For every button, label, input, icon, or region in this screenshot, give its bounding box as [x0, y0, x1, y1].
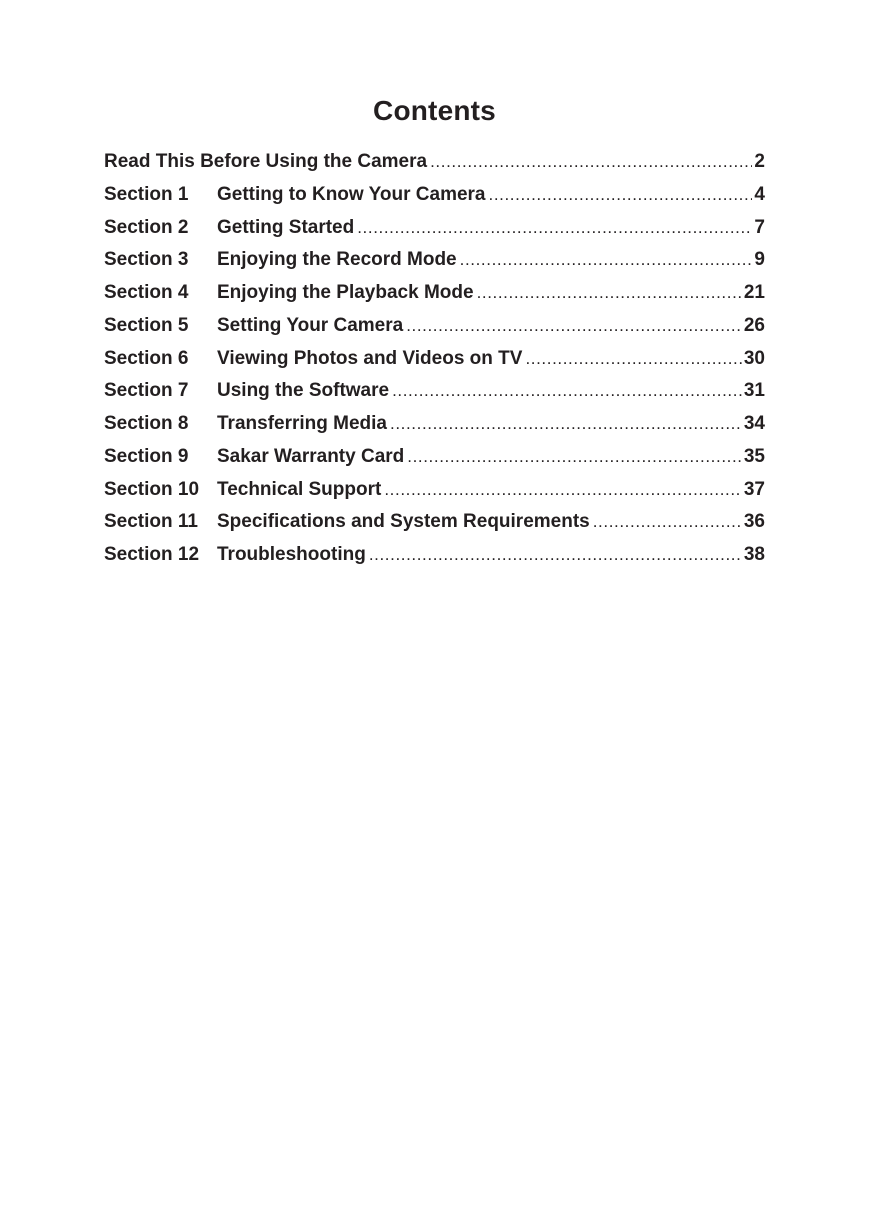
toc-section-number: Section 9	[104, 445, 189, 467]
toc-entry-section-9[interactable]	[104, 441, 765, 474]
toc-entry-section-6[interactable]	[104, 343, 765, 376]
toc-page-number: 2	[754, 151, 765, 172]
toc-dot-leader	[430, 146, 752, 179]
toc-dot-leader	[369, 539, 742, 572]
toc-page-number: 30	[743, 347, 765, 369]
toc-section-number: Section 11	[104, 511, 198, 533]
toc-section-number: Section 5	[104, 314, 189, 336]
toc-entry-title: Setting Your Camera	[217, 314, 404, 336]
toc-dot-leader	[384, 474, 742, 507]
toc-section-number: Section 12	[104, 544, 200, 565]
toc-page-number: 4	[754, 183, 765, 205]
toc-section-number: Section 4	[104, 282, 189, 303]
toc-entry-title: Sakar Warranty Card	[217, 445, 405, 467]
toc-section-number: Section 10	[104, 478, 200, 500]
toc-entry-title: Viewing Photos and Videos on TV	[217, 347, 523, 369]
toc-entry-section-8[interactable]	[104, 408, 765, 441]
toc-entry-title: Enjoying the Record Mode	[217, 249, 457, 271]
page-title: Contents	[373, 94, 496, 126]
toc-dot-leader	[489, 179, 753, 212]
toc-entry-title: Getting to Know Your Camera	[217, 183, 486, 205]
toc-page-number: 38	[743, 544, 765, 565]
toc-section-number: Section 3	[104, 249, 189, 271]
toc-entry-title: Using the Software	[217, 380, 390, 402]
toc-entry-title: Technical Support	[217, 478, 382, 500]
toc-entry-read-this-before[interactable]	[104, 146, 765, 179]
toc-section-number: Section 1	[104, 183, 189, 205]
toc-dot-leader	[406, 310, 742, 343]
toc-entry-title: Specifications and System Requirements	[217, 511, 590, 533]
toc-page-number: 31	[743, 380, 765, 402]
toc-entry-section-3[interactable]	[104, 244, 765, 277]
toc-page-number: 9	[754, 249, 765, 271]
toc-entry-section-12[interactable]	[104, 539, 765, 572]
toc-dot-leader	[390, 408, 742, 441]
toc-page-number: 35	[743, 445, 765, 467]
table-of-contents	[104, 146, 765, 572]
toc-dot-leader	[460, 244, 753, 277]
toc-entry-section-10[interactable]	[104, 474, 765, 507]
toc-dot-leader	[357, 212, 752, 245]
toc-page-number: 37	[743, 478, 765, 500]
toc-section-number: Section 7	[104, 380, 189, 402]
toc-entry-title: Troubleshooting	[217, 544, 366, 565]
toc-page-number: 36	[743, 511, 765, 533]
toc-entry-section-5[interactable]	[104, 310, 765, 343]
toc-dot-leader	[392, 375, 742, 408]
toc-entry-title: Enjoying the Playback Mode	[217, 282, 474, 303]
toc-dot-leader	[593, 506, 742, 539]
toc-entry-section-1[interactable]	[104, 179, 765, 212]
toc-dot-leader	[525, 343, 741, 376]
toc-page-number: 21	[743, 282, 765, 303]
toc-page-number: 26	[743, 314, 765, 336]
toc-dot-leader	[407, 441, 742, 474]
toc-entry-section-11[interactable]	[104, 506, 765, 539]
toc-page-number: 34	[743, 413, 765, 434]
toc-entry-section-2[interactable]	[104, 212, 765, 245]
toc-dot-leader	[477, 277, 742, 310]
toc-entry-section-4[interactable]	[104, 277, 765, 310]
toc-section-number: Section 6	[104, 347, 189, 369]
toc-page-number: 7	[754, 216, 765, 238]
toc-entry-section-7[interactable]	[104, 375, 765, 408]
toc-entry-title: Read This Before Using the Camera	[104, 151, 428, 172]
toc-section-number: Section 8	[104, 413, 189, 434]
toc-section-number: Section 2	[104, 216, 189, 238]
toc-entry-title: Getting Started	[217, 216, 355, 238]
toc-entry-title: Transferring Media	[217, 413, 387, 434]
